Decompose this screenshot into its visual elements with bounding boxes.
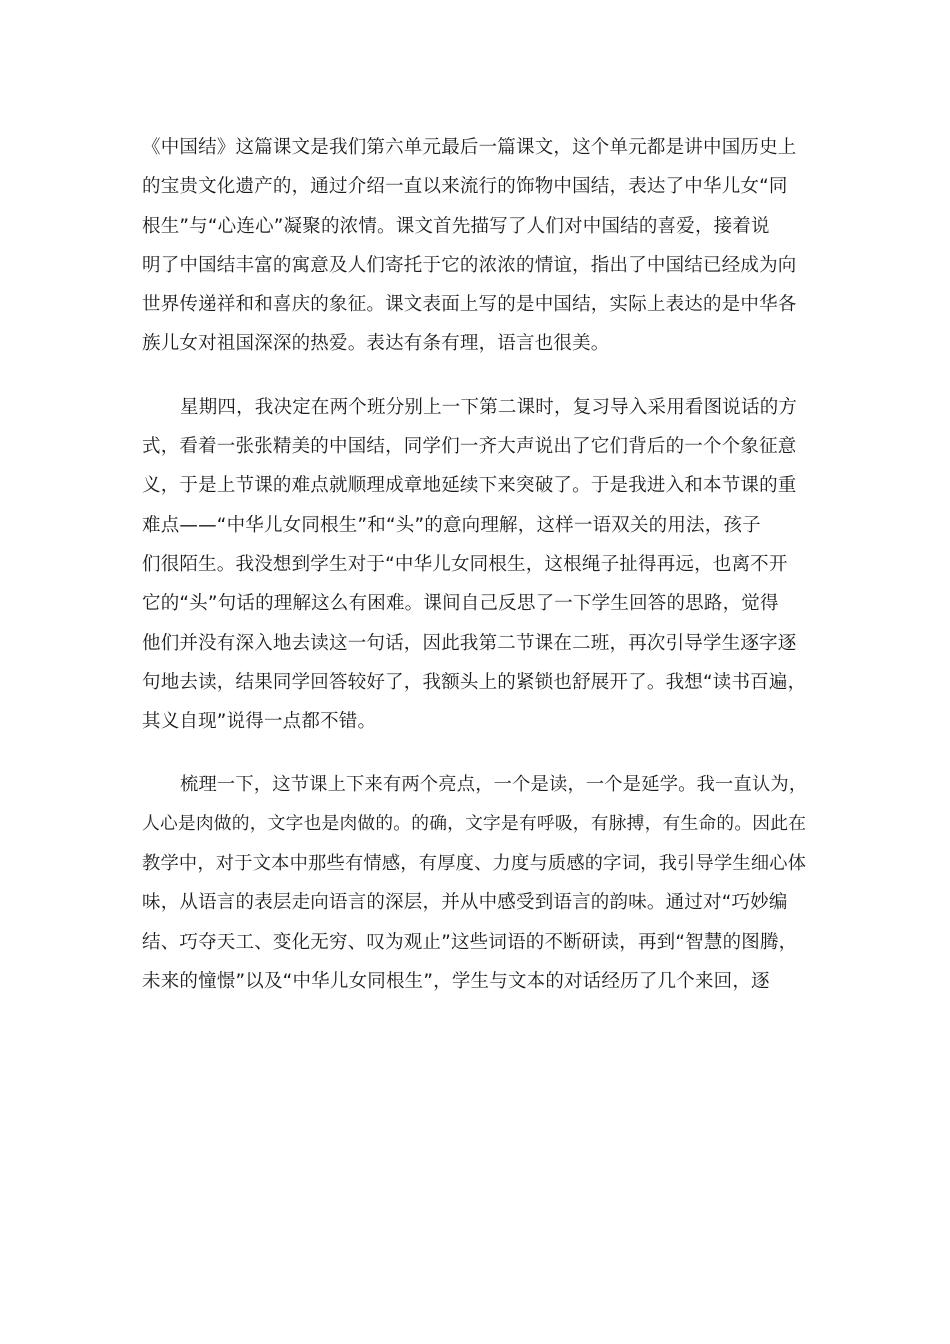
paragraph-2 — [142, 388, 810, 742]
paragraph-line: 难点——“中华儿女同根生”和“头”的意向理解，这样一语双关的用法，孩子 — [142, 514, 761, 536]
paragraph-line: 们很陌生。我没想到学生对于“中华儿女同根生，这根绳子扯得再远，也离不开 — [142, 553, 788, 575]
paragraph-line: 式，看着一张张精美的中国结，同学们一齐大声说出了它们背后的一个个象征意 — [142, 436, 797, 458]
document-body — [142, 128, 810, 1001]
paragraph-line: 根生”与“心连心”凝聚的浓情。课文首先描写了人们对中国结的喜爱，接着说 — [142, 215, 770, 237]
paragraph-line: 世界传递祥和和喜庆的象征。课文表面上写的是中国结，实际上表达的是中华各 — [142, 294, 797, 316]
paragraph-line: 结、巧夺天工、变化无穷、叹为观止”这些词语的不断研读，再到“智慧的图腾， — [142, 931, 798, 953]
paragraph-line: 他们并没有深入地去读这一句话，因此我第二节课在二班，再次引导学生逐字逐 — [142, 632, 797, 654]
paragraph-line: 教学中，对于文本中那些有情感，有厚度、力度与质感的字词，我引导学生细心体 — [142, 853, 807, 875]
paragraph-line: 梳理一下，这节课上下来有两个亮点，一个是读，一个是延学。我一直认为， — [180, 774, 808, 796]
paragraph-line: 句地去读，结果同学回答较好了，我额头上的紧锁也舒展开了。我想“读书百遍， — [142, 671, 807, 693]
paragraph-line: 其义自现”说得一点都不错。 — [142, 711, 377, 733]
paragraph-line: 义，于是上节课的难点就顺理成章地延续下来突破了。于是我进入和本节课的重 — [142, 475, 797, 497]
paragraph-1 — [142, 128, 810, 364]
paragraph-line: 的宝贵文化遗产的，通过介绍一直以来流行的饰物中国结，表达了中华儿女“同 — [142, 176, 788, 198]
paragraph-line: 明了中国结丰富的寓意及人们寄托于它的浓浓的情谊，指出了中国结已经成为向 — [142, 254, 797, 276]
paragraph-line: 味，从语言的表层走向语言的深层，并从中感受到语言的韵味。通过对“巧妙编 — [142, 892, 788, 914]
paragraph-line: 未来的憧憬”以及“中华儿女同根生”，学生与文本的对话经历了几个来回，逐 — [142, 970, 770, 992]
paragraph-3 — [142, 765, 810, 1001]
paragraph-line: 《中国结》这篇课文是我们第六单元最后一篇课文，这个单元都是讲中国历史上 — [142, 137, 797, 158]
paragraph-line: 星期四，我决定在两个班分别上一下第二课时，复习导入采用看图说话的方 — [180, 396, 798, 418]
paragraph-line: 族儿女对祖国深深的热爱。表达有条有理，语言也很美。 — [142, 333, 610, 355]
paragraph-line: 人心是肉做的，文字也是肉做的。的确，文字是有呼吸，有脉搏，有生命的。因此在 — [142, 813, 807, 834]
paragraph-line: 它的“头”句话的理解这么有困难。课间自己反思了一下学生回答的思路，觉得 — [142, 593, 779, 615]
